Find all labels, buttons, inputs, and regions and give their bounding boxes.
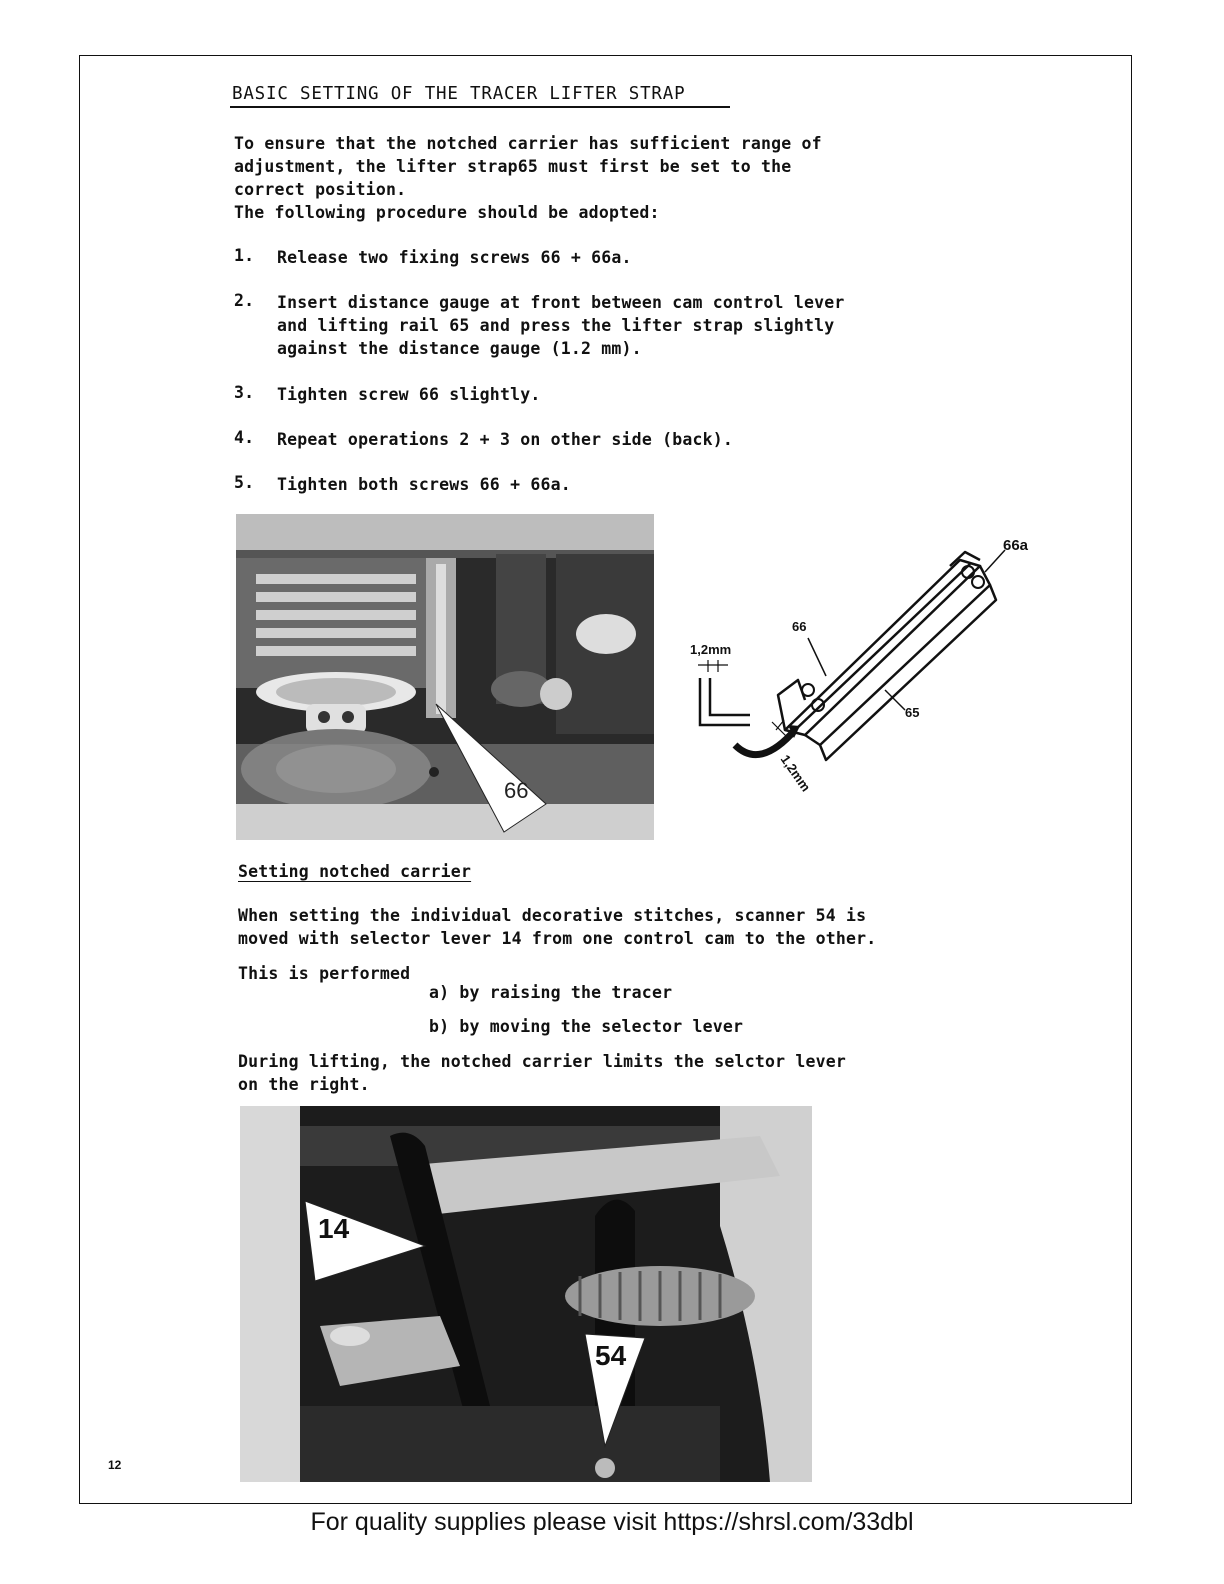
- intro-line: adjustment, the lifter strap65 must first be set to the: [234, 157, 792, 176]
- step-4: [234, 428, 733, 451]
- performed-line: This is performed: [238, 964, 411, 983]
- step-number: 1.: [234, 246, 255, 265]
- photo2-callout-14: 14: [318, 1213, 350, 1244]
- footer-text: For quality supplies please visit https://shrsl.com/33dbl: [310, 1508, 914, 1536]
- lifter-strap-diagram: [680, 530, 1050, 800]
- diagram-gauge-angled-label: 1,2mm: [777, 752, 814, 795]
- title-underline: [230, 106, 730, 108]
- photo1-callout-66: 66: [504, 778, 529, 803]
- page-title: BASIC SETTING OF THE TRACER LIFTER STRAP: [232, 84, 686, 104]
- diagram-gauge-top-label: 1,2mm: [690, 642, 732, 657]
- step-number: 3.: [234, 383, 255, 402]
- paragraph-line: When setting the individual decorative stitches, scanner 54 is: [238, 906, 867, 925]
- step-text: Release two fixing screws 66 + 66a.: [277, 248, 632, 267]
- step-number: 2.: [234, 291, 255, 310]
- paragraph-line: During lifting, the notched carrier limits the selctor lever: [238, 1052, 847, 1071]
- step-text: Repeat operations 2 + 3 on other side (back).: [277, 430, 734, 449]
- step-number: 5.: [234, 473, 255, 492]
- paragraph-lifting: [238, 1050, 846, 1096]
- mechanism-photo-1: [236, 514, 654, 840]
- diagram-label-65: 65: [905, 705, 920, 720]
- option-b: b) by moving the selector lever: [429, 1017, 744, 1036]
- section-subheading: Setting notched carrier: [238, 862, 472, 881]
- paragraph-scanner: [238, 904, 876, 950]
- step-text: and lifting rail 65 and press the lifter strap slightly: [277, 316, 835, 335]
- step-text: against the distance gauge (1.2 mm).: [277, 339, 642, 358]
- diagram-label-66a: 66a: [1003, 537, 1029, 554]
- step-text: Tighten screw 66 slightly.: [277, 385, 541, 404]
- step-text: Tighten both screws 66 + 66a.: [277, 475, 571, 494]
- step-3: [234, 383, 540, 406]
- intro-line: The following procedure should be adopted:: [234, 203, 660, 222]
- page-number: 12: [108, 1458, 122, 1472]
- step-1: [234, 246, 632, 269]
- option-a: a) by raising the tracer: [429, 983, 673, 1002]
- intro-line: correct position.: [234, 180, 407, 199]
- step-number: 4.: [234, 428, 255, 447]
- step-text: Insert distance gauge at front between cam control lever: [277, 293, 845, 312]
- photo2-callout-54: 54: [595, 1340, 627, 1371]
- intro-paragraph: [234, 132, 822, 224]
- intro-line: To ensure that the notched carrier has sufficient range of: [234, 134, 822, 153]
- paragraph-line: moved with selector lever 14 from one control cam to the other.: [238, 929, 877, 948]
- paragraph-line: on the right.: [238, 1075, 370, 1094]
- step-2: [234, 291, 845, 360]
- mechanism-photo-2: [240, 1106, 812, 1482]
- diagram-label-66: 66: [792, 619, 807, 634]
- step-5: [234, 473, 571, 496]
